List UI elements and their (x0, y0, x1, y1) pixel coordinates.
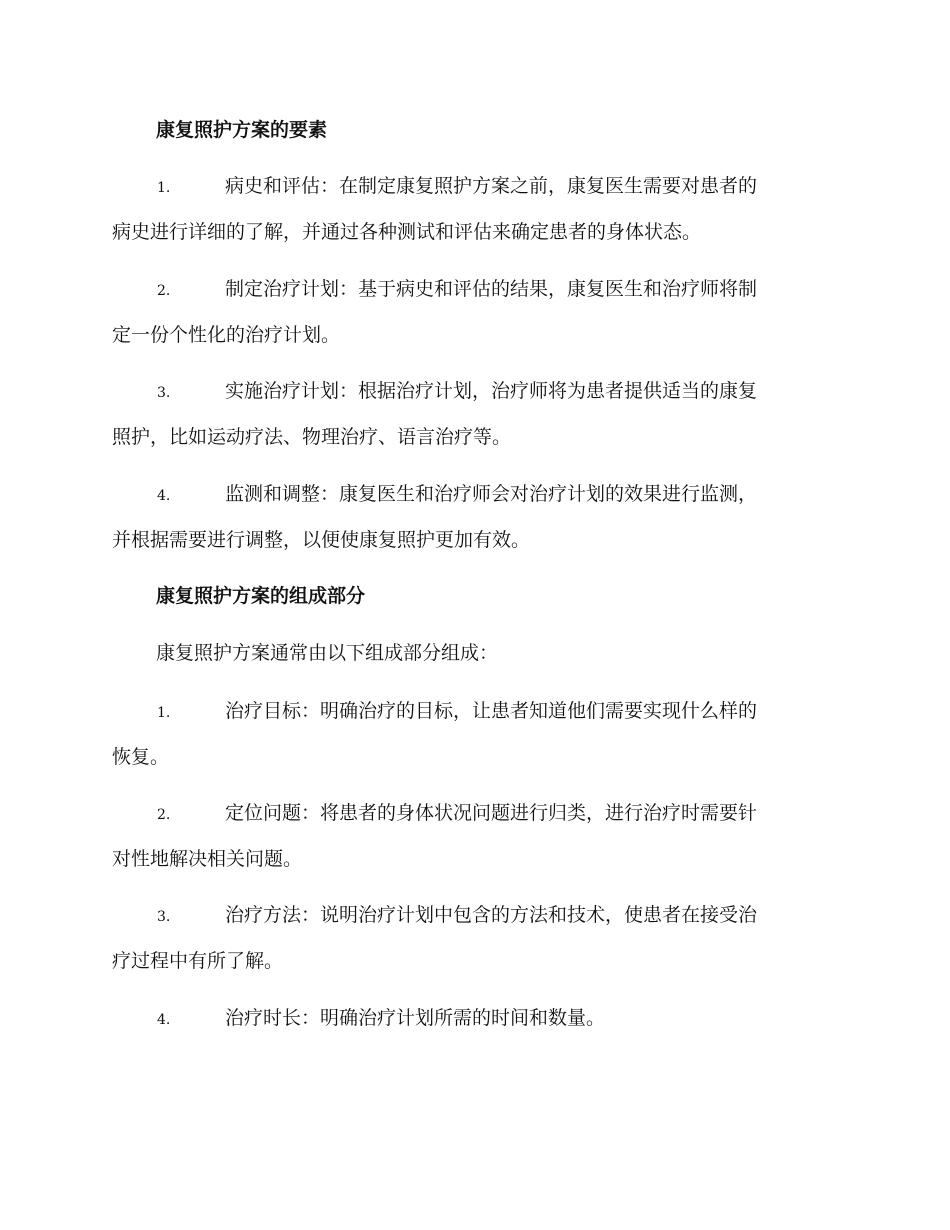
section-heading-components: 康复照护方案的组成部分 (156, 585, 366, 607)
list-item (112, 902, 832, 974)
list-item-continuation: 病史进行详细的了解，并通过各种测试和评估来确定患者的身体状态。 (112, 221, 702, 243)
list-item-number: 2. (157, 807, 171, 823)
list-item-number: 3. (157, 385, 171, 401)
list-item-number: 4. (157, 1012, 171, 1028)
list-item-continuation: 对性地解决相关问题。 (112, 848, 303, 870)
list-item-number: 1. (157, 180, 171, 196)
list-item-continuation: 恢复。 (112, 746, 170, 768)
list-item-text: 治疗目标：明确治疗的目标，让患者知道他们需要实现什么样的 (225, 700, 758, 722)
list-item-text: 制定治疗计划：基于病史和评估的结果，康复医生和治疗师将制 (225, 278, 758, 300)
section-heading-elements: 康复照护方案的要素 (156, 119, 328, 141)
list-item-number: 2. (157, 283, 171, 299)
list-item-text: 实施治疗计划：根据治疗计划，治疗师将为患者提供适当的康复 (225, 380, 758, 402)
list-item (112, 698, 832, 770)
list-item-text: 定位问题：将患者的身体状况问题进行归类，进行治疗时需要针 (225, 802, 758, 824)
list-item (112, 173, 832, 245)
list-item-text: 病史和评估：在制定康复照护方案之前，康复医生需要对患者的 (225, 175, 758, 197)
list-item-continuation: 定一份个性化的治疗计划。 (112, 324, 341, 346)
list-item-text: 治疗方法：说明治疗计划中包含的方法和技术，使患者在接受治 (225, 904, 758, 926)
list-item-number: 4. (157, 488, 171, 504)
list-item-continuation: 并根据需要进行调整，以便使康复照护更加有效。 (112, 529, 531, 551)
list-item-number: 3. (157, 909, 171, 925)
list-item-continuation: 疗过程中有所了解。 (112, 950, 284, 972)
list-item (112, 800, 832, 872)
list-item (112, 481, 832, 553)
list-item-number: 1. (157, 705, 171, 721)
list-item-text: 治疗时长：明确治疗计划所需的时间和数量。 (225, 1007, 606, 1029)
list-item (112, 276, 832, 348)
section-intro: 康复照护方案通常由以下组成部分组成： (156, 642, 499, 664)
list-item (112, 378, 832, 450)
list-item (112, 1005, 832, 1031)
list-item-continuation: 照护，比如运动疗法、物理治疗、语言治疗等。 (112, 426, 512, 448)
list-item-text: 监测和调整：康复医生和治疗师会对治疗计划的效果进行监测， (225, 483, 758, 505)
